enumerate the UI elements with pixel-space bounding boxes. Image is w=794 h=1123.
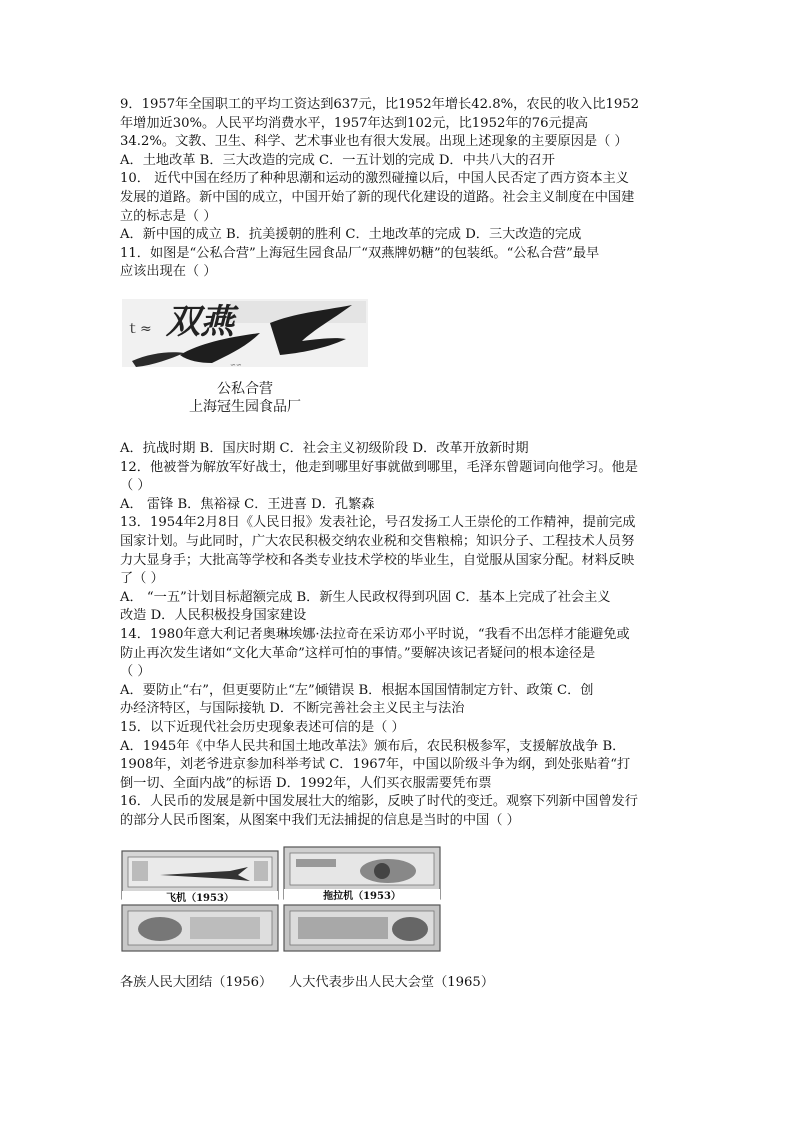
text-line: A．1945年《中华人民共和国土地改革法》颁布后，农民积极参军，支援解放战争 B． <box>120 738 626 754</box>
text-line: 发展的道路。新中国的成立，中国开始了新的现代化建设的道路。社会主义制度在中国建 <box>120 189 635 205</box>
banknotes-figure <box>120 845 442 953</box>
text-line: 14．1980年意大利记者奥琳埃娜·法拉奇在采访邓小平时说，“我看不出怎样才能避免或 <box>120 626 630 642</box>
text-line: 防止再次发生诸如“文化大革命”这样可怕的事情。”要解决该记者疑问的根本途径是 <box>120 645 596 661</box>
text-line: A．要防止“右”，但更要防止“左”倾错误 B．根据本国国情制定方针、政策 C．创 <box>120 682 594 698</box>
text-line: 立的标志是（ ） <box>120 208 217 224</box>
text-line: 国家计划。与此同时，广大农民积极交纳农业税和交售粮棉；知识分子、工程技术人员努 <box>120 533 635 549</box>
text-line: 力大显身手；大批高等学校和各类专业技术学校的毕业生，自觉服从国家分配。材料反映 <box>120 552 635 568</box>
svg-text:ｔ≈: ｔ≈ <box>126 321 152 337</box>
text-line: A．土地改革 B．三大改造的完成 C．一五计划的完成 D．中共八大的召开 <box>120 152 555 168</box>
candy-wrapper-figure <box>120 293 370 418</box>
banknote-airplane <box>122 851 278 904</box>
text-line: 改造 D．人民积极投身国家建设 <box>120 608 307 624</box>
banknote-ethnic-unity <box>122 905 278 951</box>
text-line: A．新中国的成立 B．抗美援朝的胜利 C．土地改革的完成 D．三大改造的完成 <box>120 227 582 243</box>
text-line: 11．如图是“公私合营”上海冠生园食品厂“双燕牌奶糖”的包装纸。“公私合营”最早 <box>120 245 600 261</box>
question-text-block-2 <box>120 440 676 830</box>
brand-text: 双燕 <box>166 302 234 342</box>
text-line: 15．以下近现代社会历史现象表述可信的是（ ） <box>120 719 405 735</box>
text-line: 9．1957年全国职工的平均工资达到637元，比1952年增长42.8%，农民的收入比1952 <box>120 97 640 112</box>
text-line: 12．他被誉为解放军好战士，他走到哪里好事就做到哪里，毛泽东曾题词向他学习。他是 <box>120 459 638 475</box>
note1-label: 飞机（1953） <box>166 893 234 904</box>
svg-text:∽∽: ∽∽ <box>230 361 242 369</box>
candy-label-2: 上海冠生园食品厂 <box>189 399 301 415</box>
banknote-tractor <box>284 847 440 902</box>
text-line: 应该出现在（ ） <box>120 264 217 280</box>
text-line: （ ） <box>120 478 151 494</box>
text-line: 13．1954年2月8日《人民日报》发表社论，号召发扬工人王崇伦的工作精神，提前完成 <box>120 515 636 531</box>
tractor-icon <box>374 863 390 879</box>
text-line: （ ） <box>120 664 151 680</box>
candy-label-1: 公私合营 <box>217 381 273 397</box>
text-line: 34.2%。文教、卫生、科学、艺术事业也有很大发展。出现上述现象的主要原因是（ ） <box>120 134 628 150</box>
text-line: 10． 近代中国在经历了种种思潮和运动的激烈碰撞以后，中国人民否定了西方资本主义 <box>120 171 629 187</box>
banknote-great-hall <box>284 905 440 951</box>
banknote-caption: 各族人民大团结（1956） 人大代表步出人民大会堂（1965） <box>120 975 495 990</box>
question-text-block <box>120 96 676 282</box>
text-line: A． “一五”计划目标超额完成 B．新生人民政权得到巩固 C．基本上完成了社会主义 <box>120 589 611 605</box>
text-line: 的部分人民币图案，从图案中我们无法捕捉的信息是当时的中国（ ） <box>120 812 520 828</box>
text-line: 办经济特区，与国际接轨 D．不断完善社会主义民主与法治 <box>120 701 465 717</box>
text-line: 了（ ） <box>120 571 164 587</box>
text-line: 16．人民币的发展是新中国发展壮大的缩影，反映了时代的变迁。观察下列新中国曾发行 <box>120 794 638 810</box>
text-line: A．抗战时期 B．国庆时期 C．社会主义初级阶段 D．改革开放新时期 <box>120 441 529 456</box>
text-line: 1908年，刘老爷进京参加科举考试 C．1967年，中国以阶级斗争为纲，到处张贴着“打 <box>120 757 631 773</box>
text-line: A． 雷锋 B．焦裕禄 C．王进喜 D．孔繁森 <box>120 496 375 512</box>
text-line: 倒一切、全面内战”的标语 D．1992年，人们买衣服需要凭布票 <box>120 775 492 791</box>
text-line: 年增加近30%。人民平均消费水平，1957年达到102元，比1952年的76元提高 <box>120 115 589 131</box>
note2-label: 拖拉机（1953） <box>323 891 401 902</box>
